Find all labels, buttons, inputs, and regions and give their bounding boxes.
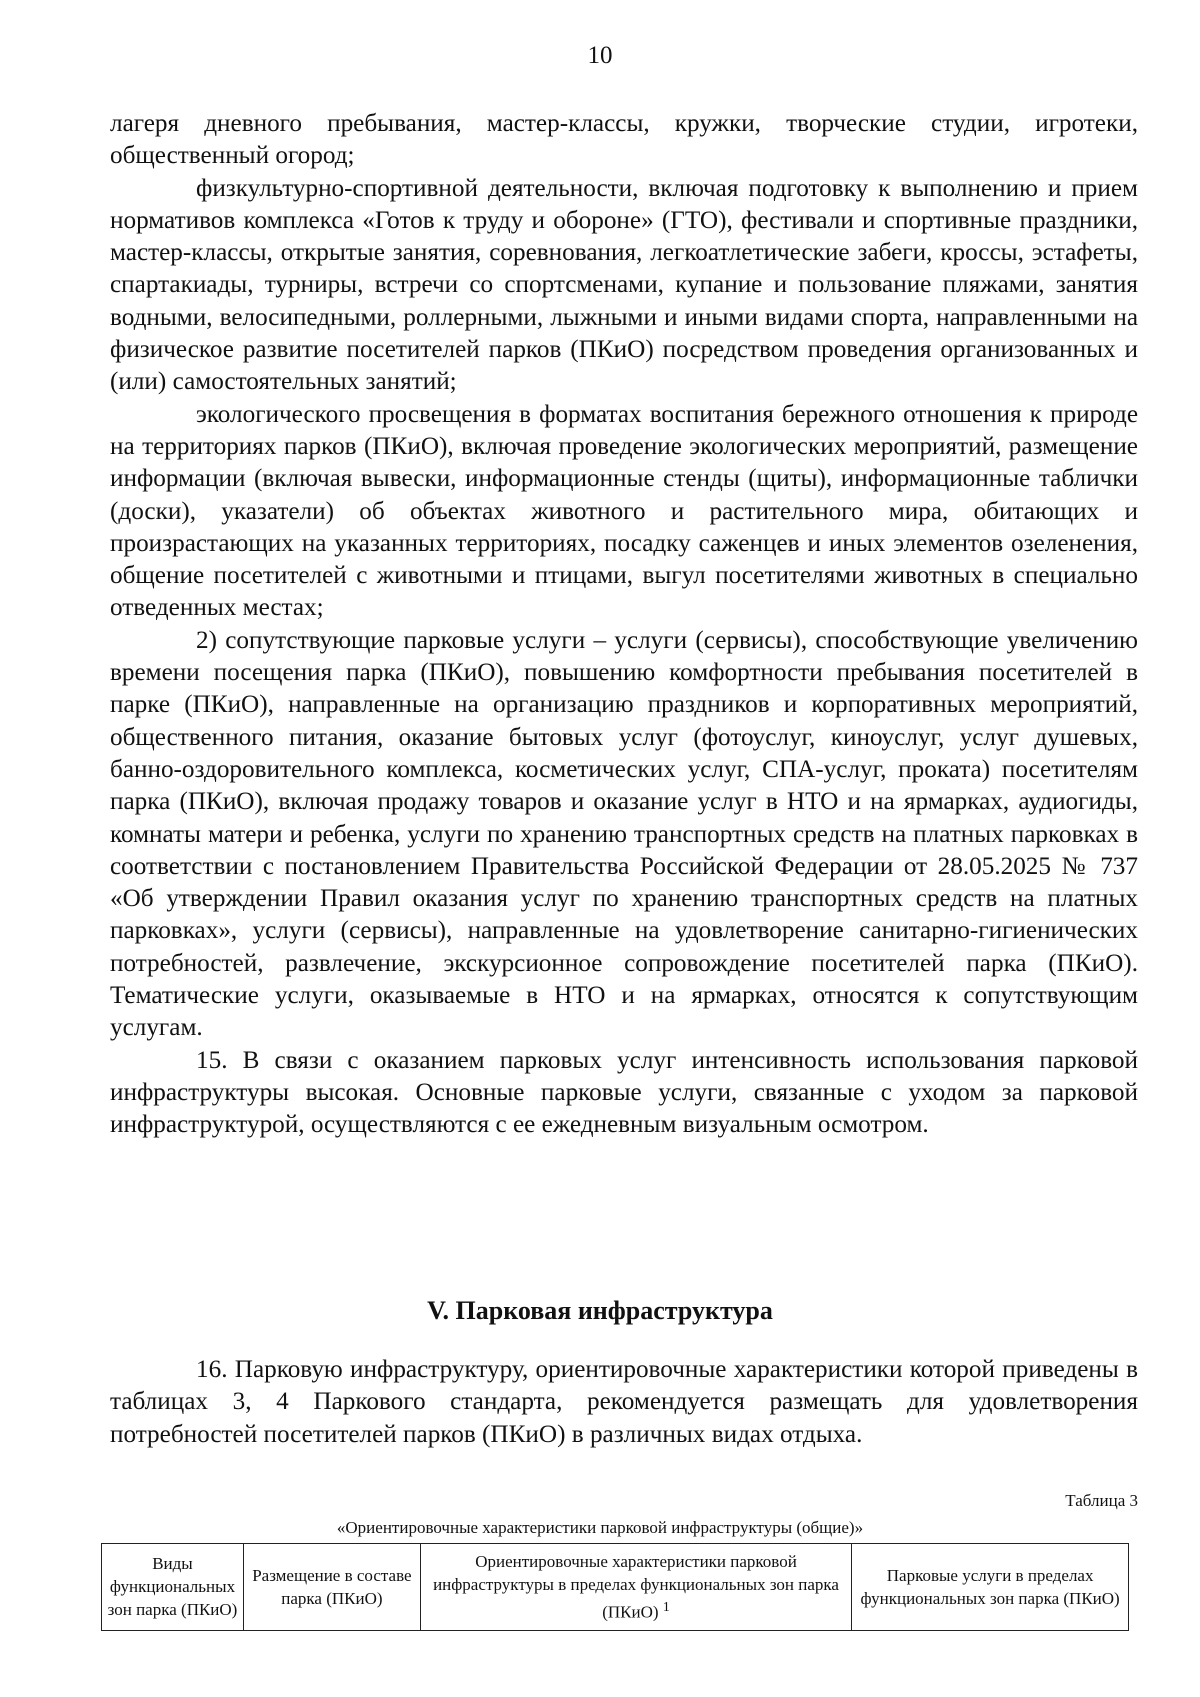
body-text	[110, 108, 1138, 1142]
table-label: Таблица 3	[1065, 1491, 1138, 1510]
paragraph: 2) сопутствующие парковые услуги – услуги (сервисы), способствующие увеличению времени посещения парка (ПКиО), повышению комфортности пребывания посетителей в парке (ПКиО), направленные на организацию праздников и корпоративных мероприятий, общественного питания, оказание бытовых услуг (фотоуслуг, киноуслуг, услуг душевых, банно-оздоровительного комплекса, косметических услуг, СПА-услуг, проката) посетителям парка (ПКиО), включая продажу товаров и оказание услуг в НТО и на ярмарках, аудиогиды, комнаты матери и ребенка, услуги по хранению транспортных средств на платных парковках в соответствии с постановлением Правительства Российской Федерации от 28.05.2025 № 737 «Об утверждении Правил оказания услуг по хранению транспортных средств на платных парковках», услуги (сервисы), направленные на удовлетворение санитарно-гигиенических потребностей, развлечение, экскурсионное сопровождение посетителей парка (ПКиО). Тематические услуги, оказываемые в НТО и на ярмарках, относятся к сопутствующим услугам.	[110, 626, 1138, 1042]
header-placement: Размещение в составе парка (ПКиО)	[243, 1544, 420, 1631]
section-title: V. Парковая инфраструктура	[427, 1296, 773, 1325]
table-header-row	[102, 1544, 1129, 1631]
body-text-section-5	[110, 1354, 1138, 1451]
paragraph: экологического просвещения в форматах воспитания бережного отношения к природе на территориях парков (ПКиО), включая проведение экологических мероприятий, размещение информации (включая вывески, информационные стенды (щиты), информационные таблички (доски), указатели) об объектах животного и растительного мира, обитающих и произрастающих на указанных территориях, посадку саженцев и иных элементов озеленения, общение посетителей с животными и птицами, выгул посетителями животных в специально отведенных местах;	[110, 400, 1138, 622]
infrastructure-table	[101, 1543, 1129, 1631]
paragraph-16: 16. Парковую инфраструктуру, ориентировочные характеристики которой приведены в таблицах 3, 4 Паркового стандарта, рекомендуется размещать для удовлетворения потребностей посетителей парков (ПКиО) в различных видах отдыха.	[110, 1356, 1138, 1448]
paragraph: лагеря дневного пребывания, мастер-классы, кружки, творческие студии, игротеки, общественный огород;	[110, 110, 1138, 170]
header-characteristics: Ориентировочные характеристики парковой инфраструктуры в пределах функциональных зон парка (ПКиО) $^1$	[420, 1544, 851, 1631]
header-zone-types: Виды функциональных зон парка (ПКиО)	[102, 1544, 244, 1631]
footnote-mark: 1	[662, 1599, 670, 1615]
table-caption: «Ориентировочные характеристики парковой инфраструктуры (общие)»	[336, 1518, 864, 1537]
paragraph: 15. В связи с оказанием парковых услуг интенсивность использования парковой инфраструктуры высокая. Основные парковые услуги, связанные с уходом за парковой инфраструктурой, осуществляются с ее ежедневным визуальным осмотром.	[110, 1046, 1138, 1139]
paragraph: физкультурно-спортивной деятельности, включая подготовку к выполнению и прием нормативов комплекса «Готов к труду и обороне» (ГТО), фестивали и спортивные праздники, мастер-классы, открытые занятия, соревнования, легкоатлетические забеги, кроссы, эстафеты, спартакиады, турниры, встречи со спортсменами, купание и пользование пляжами, занятия водными, велосипедными, роллерными, лыжными и иными видами спорта, направленными на физическое развитие посетителей парков (ПКиО) посредством проведения организованных и (или) самостоятельных занятий;	[110, 174, 1138, 396]
page-number: 10	[587, 42, 613, 69]
header-services: Парковые услуги в пределах функциональных зон парка (ПКиО)	[852, 1544, 1129, 1631]
